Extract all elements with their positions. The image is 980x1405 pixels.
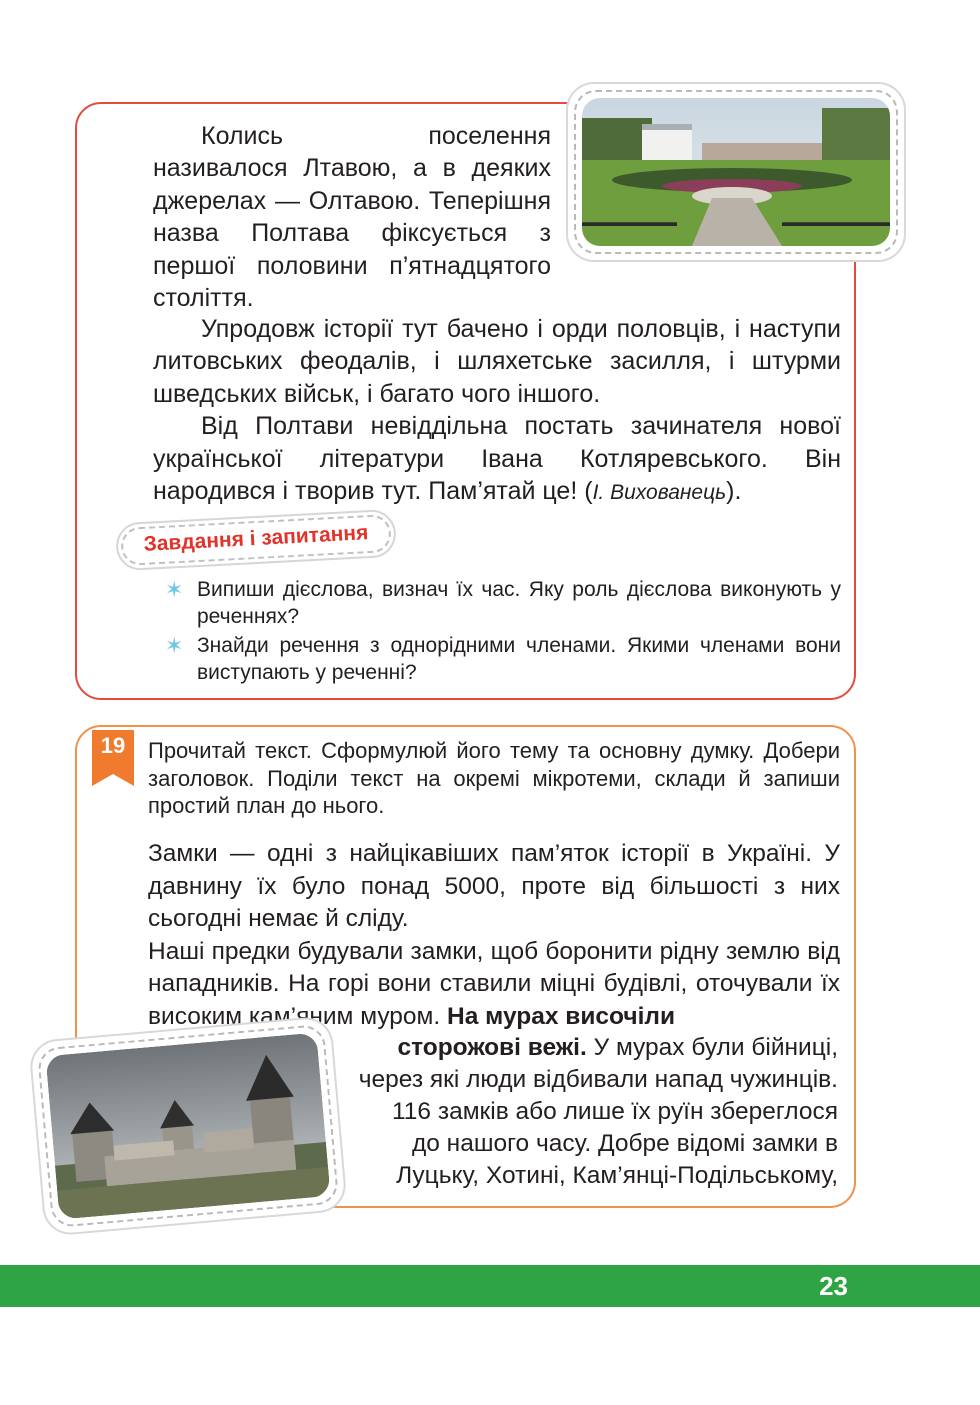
castles-paragraph-1: Замки — одні з найцікавіших пам’яток історії в Україні. У давнину їх було понад 5000, проте від більшості з них сьогодні немає й сліду.: [148, 840, 840, 932]
park-image: [582, 98, 890, 246]
intro-paragraph: [153, 120, 551, 314]
exercise-number: 19: [100, 733, 126, 758]
page-number: 23: [819, 1271, 848, 1301]
history-paragraphs: [153, 313, 841, 509]
paragraph-3: Від Полтави невіддільна постать зачинателя нової української літератури Івана Котляревського. Він народився і творив тут. Пам’ятай це! (І. Вихованець).: [153, 412, 841, 506]
castles-text: [148, 838, 840, 1033]
exercise-number-badge: [92, 730, 134, 774]
star-bullet-icon: ✶: [165, 633, 184, 658]
castles-paragraph-2: Наші предки будували замки, щоб боронити рідну землю від нападників. На горі вони ставили міцні будівлі, оточували їх високим кам’яним муром. На мурах височіли: [148, 937, 840, 1030]
castles-line: 116 замків або лише їх руїн збереглося: [391, 1098, 838, 1125]
poltava-photo: [568, 84, 904, 260]
questions-heading: Завдання і запитання: [143, 521, 369, 556]
exercise-task: Прочитай текст. Сформулюй його тему та основну думку. Добери заголовок. Поділи текст на окремі мікротеми, склади й запиши простий план до нього.: [148, 738, 840, 818]
castles-line: до нашого часу. Добре відомі замки в: [411, 1130, 838, 1157]
paragraph-1: Колись поселення називалося Лтавою, а в деяких джерелах — Олтавою. Теперішня назва Полтава фіксується з першої половини п’ятнадцятого століття.: [153, 122, 551, 313]
castle-photo: [30, 1017, 346, 1234]
page-footer-bar: [0, 1265, 980, 1307]
paragraph-2: Упродовж історії тут бачено і орди половців, і наступи литовських феодалів, і шляхетське засилля, і штурми шведських військ, і багато чого іншого.: [153, 315, 841, 408]
question-item: ✶ Знайди речення з однорідними членами. Якими членами вони виступають у реченні?: [165, 633, 841, 684]
author-name: І. Вихованець: [592, 481, 727, 505]
castles-line: сторожові вежі. У мурах були бійниці,: [397, 1034, 838, 1061]
star-bullet-icon: ✶: [165, 577, 184, 602]
questions-list: [165, 576, 841, 688]
castle-image: [45, 1032, 330, 1219]
castles-line: через які люди відбивали напад чужинців.: [358, 1066, 838, 1093]
castles-line: Луцьку, Хотині, Кам’янці-Подільському,: [396, 1162, 838, 1189]
question-item: ✶ Випиши дієслова, визнач їх час. Яку роль дієслова виконують у реченнях?: [165, 577, 841, 628]
